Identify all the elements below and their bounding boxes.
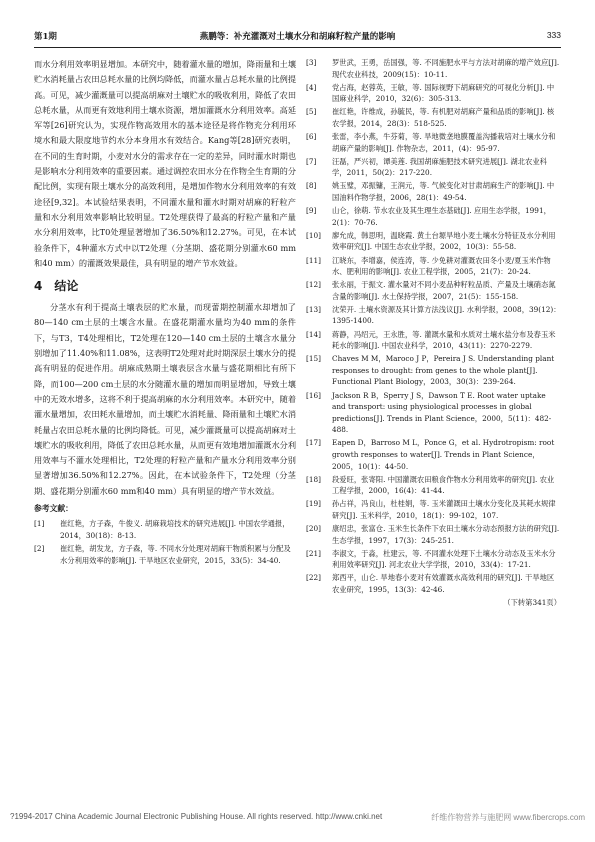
reference-text: 郑西平，山仑. 旱地春小麦对有效灌溉水高效利用的研究[J]. 干旱地区农业研究，1995，13(3)：42-46. [332,573,555,595]
reference-number: [13] [306,304,321,314]
reference-number: [10] [306,230,321,240]
reference-item [306,353,561,388]
reference-item [306,106,561,129]
page-header [34,30,561,46]
reference-item [306,523,561,546]
reference-number: [6] [306,132,317,142]
reference-item [306,279,561,302]
reference-item [306,390,561,436]
reference-text: 张雷，李小燕，牛芬菊，等. 旱地微垄地膜覆盖沟播栽培对土壤水分和胡麻产量的影响[J]. 作物杂志，2011，(4)：95-97. [332,132,556,153]
references-left-list [34,518,296,566]
reference-item [306,329,561,352]
reference-item [306,474,561,497]
copyright-notice: ?1994-2017 China Academic Journal Electronic Publishing House. All rights reserved. http://www.cnki.net [10,812,383,821]
section-title: 结论 [54,279,79,294]
issue-label: 第1期 [34,32,57,42]
references-heading: 参考文献： [34,504,73,514]
reference-number: [16] [306,390,321,400]
reference-item [306,131,561,154]
reference-item [306,82,561,105]
reference-text: Jackson R B，Sperry J S，Dawson T E. Root water uptake and transport: using physiological processes in global predictions[J]. Trends in Plant Science，2000，5(11)：482-488. [332,390,552,435]
reference-text: 孙占祥，冯良山，杜桂娟，等. 玉米灌溉田土壤水分变化及其耗水规律研究[J]. 玉米科学，2010，18(1)：99-102，107. [332,499,556,520]
reference-item [306,498,561,521]
reference-number: [17] [306,438,321,448]
section-number: 4 [34,279,43,294]
reference-number: [11] [306,255,321,265]
reference-item [34,518,296,541]
reference-number: [8] [306,181,317,191]
reference-number: [4] [306,82,317,92]
running-title: 燕鹏等：补充灌溉对土壤水分和胡麻籽粒产量的影响 [199,32,396,42]
reference-number: [5] [306,107,317,117]
references-right-list [306,57,561,596]
reference-item [34,543,296,566]
reference-text: 党占海，赵蓉英，王敏，等. 国际视野下胡麻研究的可视化分析[J]. 中国麻业科学，2010，32(6)：305-313. [332,82,555,104]
reference-number: [12] [306,280,321,290]
section-heading [34,278,296,294]
reference-text: 江晓东，李增嘉，侯连涛，等. 少免耕对灌溉农田冬小麦/夏玉米作物水、肥利用的影响[J]. 农业工程学报，2005，21(7)：20-24. [332,255,551,277]
reference-number: [20] [306,524,321,534]
left-column [34,57,296,568]
reference-number: [1] [34,519,45,529]
reference-text: 廖允成，韩思明，温晓霞. 黄土台塬旱地小麦土壤水分特征及水分利用效率研究[J]. 中国生态农业学报，2002，10(3)：55-58. [332,230,556,252]
reference-item [306,572,561,595]
reference-text: 崔红艳，许维成，孙毓民，等. 有机肥对胡麻产量和品质的影响[J]. 核农学报，2014，28(3)：518-525. [332,107,555,128]
reference-number: [2] [34,544,45,553]
reference-number: [14] [306,329,321,339]
conclusion-paragraph: 分茎水有利于提高土壤表层的贮水量，而现蕾期控制灌水却增加了80—140 cm土层的土壤含水量。在盛花期灌水量均为40 mm的条件下，与T3，T4处理相比，T2处理在120—140 cm土层的土壤含水量分别增加了11.40%和11.08%，这表明T2处理对此时期深层土壤水分的提高有明显的促进作用。胡麻成熟期土壤表层含水量与盛花期相比有所下降，而100—200 cm土层的水分随灌水量的增加而明显增加，导致土壤中的无效水增多，这将不利于提高胡麻的水分利用效率。本研究中，随着灌水量增加，农田耗水量增加，而土壤贮水消耗量、降雨量和土壤贮水消耗量占农田总耗水量的比例均降低。可见，减少灌溉量可以提高胡麻对土壤贮水的吸收利用，降低了农田总耗水量，从而更有效地增加灌溉水分利用效率与不灌水处理相比，T2处理的籽粒产量和产量水分利用效率分别显著增加36.50%和12.27%。因此，在本试验条件下，T2处理（分茎期、盛花期分别灌水60 mm和40 mm）具有明显的增产节水效益。 [34,302,297,496]
header-rule [34,47,561,48]
reference-item [306,205,561,228]
reference-item [306,437,561,472]
reference-text: 山仑，徐萌. 节水农业及其生理生态基础[J]. 应用生态学报，1991，2(1)：70-76. [332,206,551,227]
reference-number: [22] [306,573,321,583]
reference-number: [9] [306,206,317,216]
reference-text: 李淑文，于淼，杜建云，等. 不同灌水处理下土壤水分动态及玉米水分利用效率研究[J]. 河北农业大学学报，2010，33(4)：17-21. [332,548,556,570]
reference-text: 姚玉璧，邓振镛，王润元，等. 气候变化对甘肃胡麻生产的影响[J]. 中国油料作物学报，2006，28(1)：49-54. [332,181,555,203]
reference-item [306,156,561,179]
reference-text: 沈荣开. 土壤水资源及其计算方法浅议[J]. 水利学报，2008，39(12)：1395-1400. [332,304,561,326]
reference-number: [18] [306,474,321,484]
reference-text: Chaves M M，Maroco J P，Pereira J S. Understanding plant responses to drought: from genes to the whole plant[J]. Functional Plant Biology，2003，30(3)：239-264. [332,354,555,387]
reference-text: 崔红艳，胡发龙，方子森，等. 不同水分处理对胡麻干物质积累与分配及水分利用效率的影响[J]. 干旱地区农业研究，2015，33(5)：34-40. [60,544,291,565]
reference-text: 康绍忠，张富仓. 玉米生长条件下农田土壤水分动态预报方法的研究[J]. 生态学报，1997，17(3)：245-251. [332,524,560,545]
reference-number: [21] [306,548,321,558]
watermark-text: 纤维作物营养与施肥网 www.fibercrops.com [431,813,585,822]
reference-text: 蒋静，冯绍元，王永胜，等. 灌溉水量和水质对土壤水盐分布及春玉米耗水的影响[J]. 中国农业科学，2010，43(11)：2270-2279. [332,329,556,351]
reference-number: [19] [306,499,321,509]
reference-text: Eapen D，Barroso M L，Ponce G，et al. Hydrotropism: root growth responses to water[J]. Trends in Plant Science，2005，10(1)：44-50. [332,438,555,471]
reference-text: 罗世武，王勇，岳国强，等. 不同施肥水平与方法对胡麻的增产效应[J]. 现代农业科技，2009(15)：10-11. [332,58,560,79]
reference-item [306,180,561,203]
discussion-paragraph: 而水分利用效率明显增加。本研究中，随着灌水量的增加，降雨量和土壤贮水消耗量占农田总耗水量的比例均降低，而灌水量占总耗水量的比例提高。可见，减少灌溉量可以提高胡麻对土壤贮水的吸收利用，降低了农田总耗水量，从而更有效地利用土壤水资源，增加灌溉水分利用效率。高延军等[26]研究认为，实现作物高效用水的基本途径是将作物充分利用环境水和最大限度地节约水分本身用水有效结合。Kang等[28]研究表明，在不同的生育时期，小麦对水分的需求存在一定的差异，同时灌水时期也是影响水分利用效率的重要因素。通过调控农田水分在作物全生育期的分配比例，实现有限土壤水分的高效利用，是增加作物水分利用效率的有效途径[9,32]。本试验结果表明，不同灌水量和灌水时期对胡麻的籽粒产量和水分利用效率影响比较明显。T2处理获得了最高的籽粒产量和产量水分利用效率，比T0处理显著增加了36.50%和12.27%。可见，在本试验条件下，4种灌水方式中以T2处理（分茎期、盛花期分别灌水60 mm和40 mm）的灌溉效果最佳，具有明显的增产节水效益。 [34,59,297,268]
right-column [306,57,561,609]
reference-number: [7] [306,156,317,166]
reference-text: 段爱旺，张寄阳. 中国灌溉农田粮食作物水分利用效率的研究[J]. 农业工程学报，2000，16(4)：41-44. [332,474,555,496]
continued-note: （下转第341页） [503,598,561,608]
reference-text: 张永丽，于振文. 灌水量对不同小麦品种籽粒品质、产量及土壤硝态氮含量的影响[J]. 水土保持学报，2007，21(5)：155-158. [332,280,556,301]
reference-number: [15] [306,354,321,364]
page-number: 333 [546,30,561,40]
reference-item [306,255,561,278]
reference-number: [3] [306,58,317,67]
reference-text: 汪磊，严兴初，谭美莲. 我国胡麻施肥技术研究进展[J]. 湖北农业科学，2011，50(2)：217-220. [332,156,547,178]
reference-item [306,230,561,253]
reference-item [306,548,561,571]
reference-text: 崔红艳，方子森，牛俊义. 胡麻栽培技术的研究进展[J]. 中国农学通报，2014，30(18)：8-13. [60,519,290,540]
reference-item [306,57,561,80]
reference-item [306,304,561,327]
